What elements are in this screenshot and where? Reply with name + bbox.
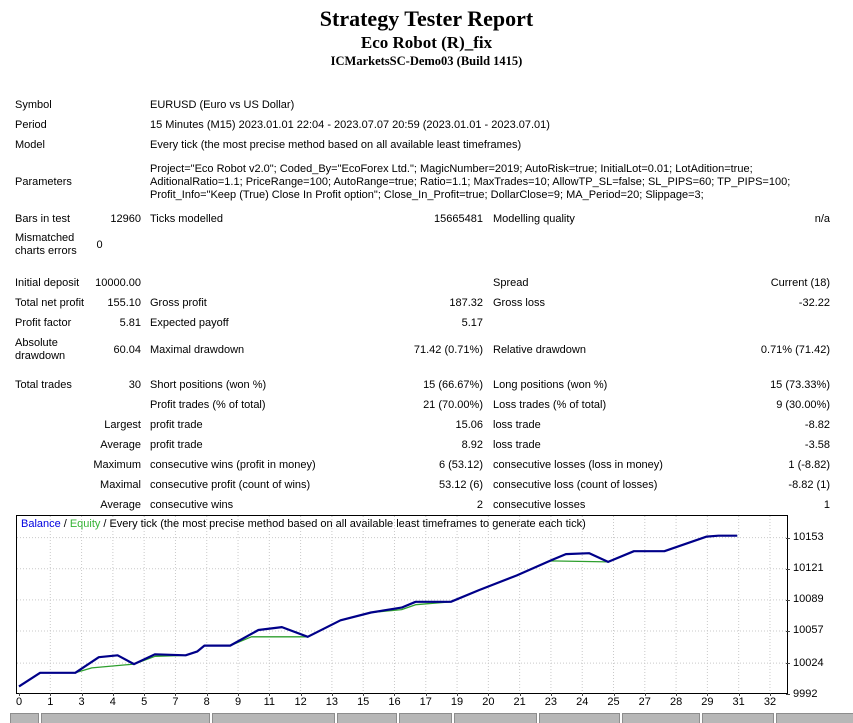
trades-header-cell [539,713,620,723]
row-label: Profit factor [15,316,72,329]
row-label: consecutive profit (count of wins) [150,478,311,491]
row-label: Bars in test [15,212,71,225]
x-axis-label: 27 [638,696,651,708]
table-gap [0,261,853,273]
x-axis-label: 11 [263,696,276,708]
row-label: Symbol [15,98,52,111]
row-label: consecutive losses (loss in money) [493,458,663,471]
table-row [0,455,853,475]
y-axis-label: 10089 [793,593,824,606]
x-axis-tick [426,693,427,696]
row-label: loss trade [493,418,541,431]
x-axis-tick [739,693,740,696]
y-axis-label: 9992 [793,687,818,700]
table-row [0,375,853,395]
y-axis-tick [786,663,790,664]
row-label: Relative drawdown [493,343,586,356]
x-axis-label: 20 [482,696,495,708]
row-value: Every tick (the most precise method based on all available least timeframes) [150,138,522,151]
row-label: Maximal drawdown [150,343,245,356]
trades-header-cell [776,713,853,723]
x-axis-tick [457,693,458,696]
x-axis-label: 24 [576,696,589,708]
row-value: 15 Minutes (M15) 2023.01.01 22:04 - 2023.07.07 20:59 (2023.01.01 - 2023.07.01) [150,118,550,131]
row-value: 21 (70.00%) [423,398,483,411]
row-label: consecutive loss (count of losses) [493,478,658,491]
x-axis-tick [144,693,145,696]
y-axis-label: 10121 [793,562,824,575]
row-label: Model [15,138,45,151]
x-axis-label: 16 [388,696,401,708]
row-value: Average [100,438,141,451]
table-row [0,293,853,313]
legend-separator: / [103,518,107,530]
table-row [0,495,853,515]
x-axis-tick [50,693,51,696]
row-value: 8.92 [461,438,483,451]
row-value: 0 [96,238,103,251]
trades-header-cell [454,713,537,723]
row-value: -8.82 [804,418,830,431]
row-label: loss trade [493,438,541,451]
table-row [0,395,853,415]
y-axis-tick [786,569,790,570]
row-label: Total trades [15,378,72,391]
trades-header-cell [622,713,700,723]
row-label: Gross profit [150,296,207,309]
row-label: Ticks modelled [150,212,223,225]
row-value: 1 (-8.82) [788,458,830,471]
x-axis-tick [676,693,677,696]
x-axis-label: 25 [607,696,620,708]
x-axis-label: 32 [763,696,777,708]
chart-legend [21,517,586,531]
row-value: 71.42 (0.71%) [413,343,483,356]
y-axis-label: 10153 [793,531,824,544]
legend-balance-label: Balance [21,518,61,530]
table-row [0,95,853,115]
row-value: 15665481 [434,212,483,225]
table-row [0,333,853,367]
trades-table-header [10,713,853,723]
row-value: 15 (73.33%) [770,378,830,391]
table-gap [0,367,853,375]
y-axis-tick [786,631,790,632]
row-label: Mismatched charts errors [15,232,77,257]
row-value: 9 (30.00%) [776,398,830,411]
row-value: -3.58 [804,438,830,451]
row-label: Loss trades (% of total) [493,398,607,411]
x-axis-label: 31 [732,696,745,708]
x-axis-label: 12 [294,696,307,708]
row-value: Average [100,498,141,511]
x-axis-tick [394,693,395,696]
row-label: Initial deposit [15,276,80,289]
legend-model-note: Every tick (the most precise method based on all available least timeframes to generate each tick) [109,518,586,530]
row-label: profit trade [150,438,203,451]
x-axis-tick [113,693,114,696]
row-value: Maximal [100,478,141,491]
x-axis-tick [614,693,615,696]
row-label: Spread [493,276,529,289]
row-value: Largest [104,418,141,431]
row-label: consecutive losses [493,498,586,511]
row-value: 15 (66.67%) [423,378,483,391]
row-label: consecutive wins [150,498,234,511]
x-axis-label: 15 [357,696,370,708]
x-axis-label: 7 [172,696,179,708]
x-axis-label: 23 [544,696,558,708]
row-label: Total net profit [15,296,85,309]
row-label: Gross loss [493,296,545,309]
row-value: 187.32 [449,296,483,309]
table-row [0,209,853,229]
table-row [0,229,853,261]
row-value: Project="Eco Robot v2.0"; Coded_By="EcoForex Ltd."; MagicNumber=2019; AutoRisk=true; InitialLot=0.01; LotAdition=true; AditionalRatio=1.1; PriceRange=100; AutoRange=true; Ratio=1.1; MaxTrades=10; AllowTP_SL=false; SL_PIPS=60; TP_PIPS=100; Profit_Info="Keep (True) Close In Profit option"; Close_In_Profit=true; DollarClose=9; MA_Period=20; Slippage=3; [150,162,791,201]
row-value: -8.82 (1) [788,478,830,491]
server-build: ICMarketsSC-Demo03 (Build 1415) [330,54,523,68]
row-label: Long positions (won %) [493,378,608,391]
x-axis-label: 0 [15,696,23,708]
row-value: 12960 [110,212,141,225]
x-axis-tick [645,693,646,696]
y-axis-label: 10024 [793,656,824,669]
row-value: Maximum [93,458,141,471]
table-row [0,415,853,435]
x-axis-label: 8 [203,696,210,708]
row-value: 6 (53.12) [438,458,483,471]
x-axis-tick [488,693,489,696]
row-value: 155.10 [107,296,141,309]
page-title: Strategy Tester Report [319,6,534,31]
row-value: n/a [814,212,830,225]
x-axis-label: 17 [419,696,432,708]
x-axis-label: 5 [141,696,148,708]
x-axis-label: 4 [109,696,116,708]
x-axis-label: 29 [701,696,714,708]
x-axis-label: 28 [669,696,683,708]
x-axis-tick [301,693,302,696]
x-axis-tick [207,693,208,696]
trades-header-cell [399,713,452,723]
trades-header-cell [212,713,335,723]
x-axis-label: 13 [325,696,339,708]
trades-header-cell [702,713,774,723]
row-value: 10000.00 [95,276,141,289]
stats-table [0,95,853,515]
x-axis-tick [19,693,20,696]
table-row [0,313,853,333]
x-axis-tick [175,693,176,696]
row-value: 2 [476,498,483,511]
row-label: Period [15,118,47,131]
row-value: 15.06 [455,418,483,431]
table-row [0,475,853,495]
y-axis-label: 10057 [793,624,824,637]
row-value: 5.81 [119,316,141,329]
x-axis-tick [520,693,521,696]
table-row [0,135,853,155]
trades-header-cell [41,713,210,723]
table-row [0,155,853,209]
x-axis-tick [551,693,552,696]
x-axis-tick [269,693,270,696]
row-label: Parameters [15,175,72,188]
x-axis-tick [238,693,239,696]
row-label: consecutive wins (profit in money) [150,458,316,471]
y-axis-tick [786,600,790,601]
row-label: profit trade [150,418,203,431]
trades-header-cell [10,713,39,723]
row-value: 53.12 (6) [438,478,483,491]
x-axis-tick [770,693,771,696]
x-axis-tick [332,693,333,696]
x-axis-label: 3 [78,696,85,708]
table-row [0,115,853,135]
y-axis-tick [786,694,790,695]
balance-line [19,536,737,687]
row-value: 30 [128,378,141,391]
row-label: Profit trades (% of total) [150,398,266,411]
row-value: 5.17 [461,316,483,329]
x-axis-tick [582,693,583,696]
row-label: Expected payoff [150,316,229,329]
legend-separator: / [63,518,67,530]
table-row [0,435,853,455]
x-axis-tick [363,693,364,696]
chart-plot [17,516,787,693]
x-axis-label: 9 [234,696,242,708]
table-row [0,273,853,293]
x-axis-tick [707,693,708,696]
row-value: EURUSD (Euro vs US Dollar) [150,98,295,111]
report-header [0,0,853,69]
x-axis-label: 19 [450,696,464,708]
y-axis-tick [786,538,790,539]
row-label: Modelling quality [493,212,575,225]
row-label: Absolute drawdown [15,337,66,362]
balance-equity-chart [15,515,824,708]
row-label: Short positions (won %) [150,378,267,391]
row-value: Current (18) [770,276,830,289]
legend-equity-label: Equity [69,518,101,530]
row-value: 0.71% (71.42) [760,343,830,356]
row-value: -32.22 [798,296,830,309]
ea-name: Eco Robot (R)_fix [360,33,493,52]
x-axis-label: 21 [513,696,526,708]
x-axis-label: 1 [47,696,54,708]
row-value: 1 [823,498,830,511]
row-value: 60.04 [113,343,141,356]
x-axis-tick [82,693,83,696]
trades-header-cell [337,713,397,723]
